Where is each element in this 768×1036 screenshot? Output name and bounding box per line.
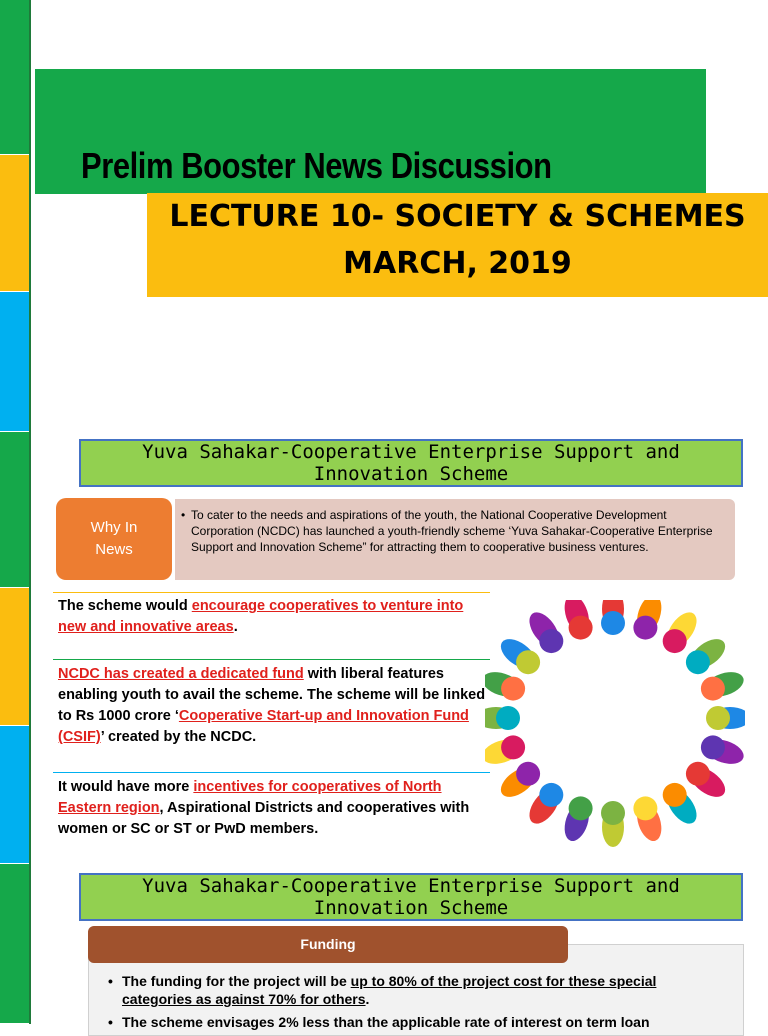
divider-yellow [53, 592, 490, 593]
person-head [633, 616, 657, 640]
why-label-line2: News [95, 541, 133, 558]
scheme-banner-line1: Yuva Sahakar-Cooperative Enterprise Support and [142, 441, 680, 463]
para3-text-c: , Aspirational Districts and cooperatives with women or SC or ST or PwD members. [58, 800, 470, 837]
sidebar-segment [0, 292, 29, 432]
why-in-news-label [56, 498, 172, 580]
paragraph-incentives [53, 777, 490, 840]
person-head [496, 706, 520, 730]
person-head [539, 783, 563, 807]
para1-highlight: encourage cooperatives to venture into new and innovative areas [58, 598, 464, 635]
scheme-banner-top [79, 439, 743, 487]
sidebar-segment [0, 155, 29, 292]
sidebar-segment [0, 0, 29, 155]
person-head [601, 611, 625, 635]
para2-text-b: with liberal features enabling youth to avail the scheme. The scheme will be linked to Rs 1000 crore ‘ [58, 666, 486, 724]
paragraph-fund [53, 664, 490, 748]
person-head [633, 796, 657, 820]
lecture-banner [147, 193, 768, 297]
person-head [569, 616, 593, 640]
sidebar-segment [0, 864, 29, 1024]
scheme-banner-line1: Yuva Sahakar-Cooperative Enterprise Support and [142, 875, 680, 897]
para2-highlight-a: NCDC has created a dedicated fund [58, 666, 304, 682]
divider-green [53, 659, 490, 660]
left-divider-line [29, 0, 31, 1024]
why-description-text: To cater to the needs and aspirations of the youth, the National Cooperative Development Corporation (NCDC) has launched a youth-friendly scheme ‘Yuva Sahakar-Cooperative Enterprise Support and Innovation Scheme” for attracting them to cooperative business ventures. [191, 508, 713, 554]
sidebar-segment [0, 726, 29, 864]
funding-item-1 [108, 972, 728, 1008]
funding-item2-text: The scheme envisages 2% less than the applicable rate of interest on term loan [122, 1014, 650, 1030]
person-head [501, 677, 525, 701]
funding-item1-underlined: up to 80% of the project cost for these special categories as against 70% for others [122, 973, 657, 1007]
person-head [663, 629, 687, 653]
scheme-banner-line2: Innovation Scheme [313, 463, 509, 485]
person-head [516, 650, 540, 674]
person-head [539, 629, 563, 653]
person-head [601, 801, 625, 825]
lecture-title: LECTURE 10- SOCIETY & SCHEMES [169, 199, 746, 234]
para2-highlight-c: Cooperative Start-up and Innovation Fund (CSIF) [58, 708, 469, 745]
sidebar-segment [0, 432, 29, 588]
why-label-line1: Why In [90, 519, 138, 536]
person-head [516, 762, 540, 786]
funding-item1-end: . [365, 991, 370, 1007]
funding-item1-text: The funding for the project will be [122, 973, 351, 989]
person-head [686, 762, 710, 786]
bullet-icon: • [108, 1014, 113, 1030]
scheme-banner-bottom [79, 873, 743, 921]
people-circle-illustration [485, 600, 745, 850]
person-head [663, 783, 687, 807]
person-head [501, 735, 525, 759]
para2-text-d: ’ created by the NCDC. [100, 729, 257, 745]
paragraph-encourage [53, 596, 490, 638]
bullet-icon: • [108, 973, 113, 989]
divider-blue [53, 772, 490, 773]
scheme-banner-line2: Innovation Scheme [313, 897, 509, 919]
person-head [569, 796, 593, 820]
para3-text-a: It would have more [58, 779, 194, 795]
para1-text-a: The scheme would [58, 598, 192, 614]
why-in-news-description [175, 499, 735, 580]
lecture-date: MARCH, 2019 [343, 246, 572, 281]
bullet-icon: • [181, 508, 186, 522]
page-title: Prelim Booster News Discussion [81, 145, 552, 186]
sidebar-segment [0, 588, 29, 726]
funding-label: Funding [88, 926, 568, 963]
person-head [706, 706, 730, 730]
funding-item-2 [108, 1013, 728, 1031]
person-head [686, 650, 710, 674]
person-head [701, 735, 725, 759]
left-color-bar [0, 0, 29, 1024]
title-banner [35, 69, 706, 194]
para1-text-c: . [233, 619, 238, 635]
person-head [701, 677, 725, 701]
para3-highlight: incentives for cooperatives of North Eastern region [58, 779, 442, 816]
